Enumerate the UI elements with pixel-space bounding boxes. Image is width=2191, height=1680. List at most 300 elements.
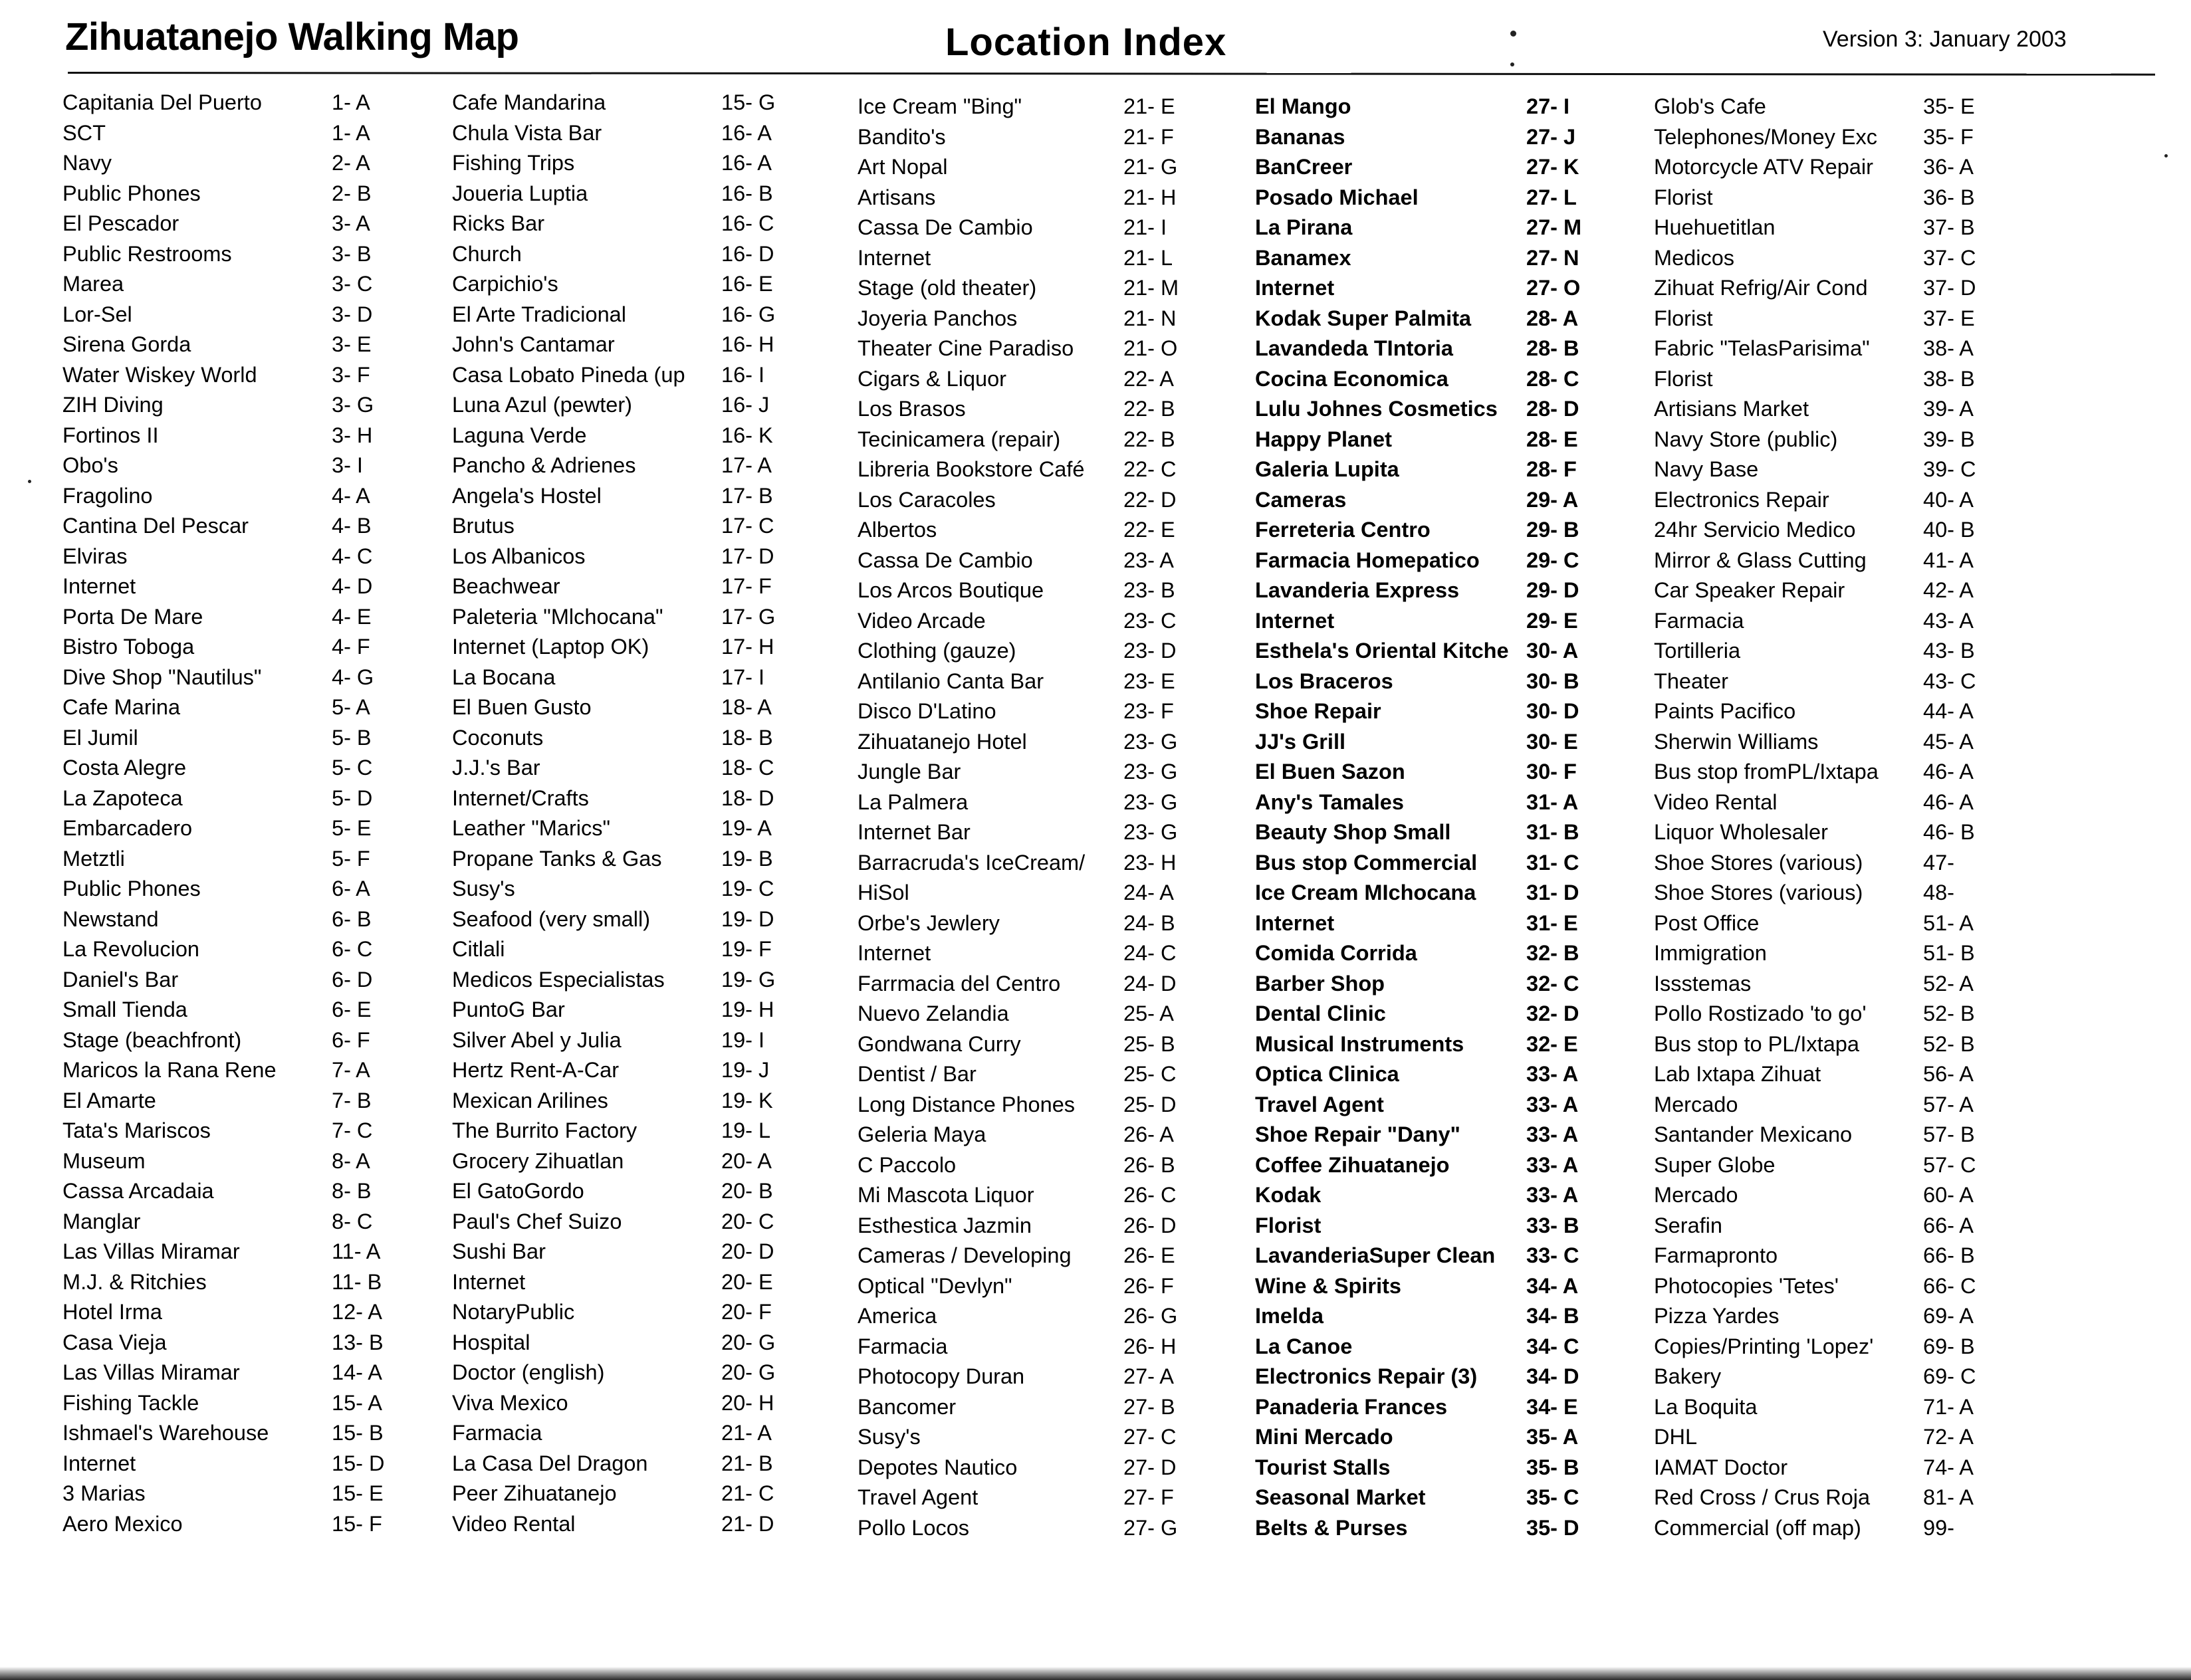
index-entry [452,904,851,935]
index-entry [452,1509,851,1540]
location-name: Ice Cream MIchocana [1255,881,1476,904]
location-name: Grocery Zihuatlan [452,1148,624,1173]
location-name: Internet [62,1451,136,1475]
index-entry [1654,92,2053,122]
location-name: Lor-Sel [62,302,132,326]
location-name: Internet (Laptop OK) [452,635,649,659]
index-entry [62,390,461,421]
index-entry [1654,576,2053,606]
index-entry [452,360,851,391]
grid-code: 27- A [1123,1364,1174,1388]
location-name: Shoe Stores (various) [1654,850,1863,875]
grid-code: 31- D [1526,881,1579,904]
grid-code: 36- A [1923,155,1974,179]
location-name: Mini Mercado [1255,1425,1393,1449]
grid-code: 6- A [332,877,370,900]
location-name: Panaderia Frances [1255,1394,1448,1419]
grid-code: 15- B [332,1421,384,1445]
index-entry [62,542,461,572]
grid-code: 15- A [332,1390,382,1415]
index-entry [452,1025,851,1056]
grid-code: 25- D [1123,1092,1177,1116]
grid-code: 16- I [721,362,765,387]
location-name: Video Rental [452,1511,576,1536]
grid-code: 4- E [332,604,372,629]
version-label: Version 3: January 2003 [1823,27,2067,52]
grid-code: 23- G [1123,820,1178,844]
index-entry [1255,122,1654,153]
index-entry [62,481,461,512]
grid-code: 43- B [1923,639,1975,663]
grid-code: 21- G [1123,155,1178,179]
grid-code: 21- M [1123,276,1179,300]
location-name: Public Phones [62,181,201,205]
index-entry [62,330,461,360]
location-name: Cameras / Developing [858,1243,1072,1267]
grid-code: 47- [1923,850,1954,875]
grid-code: 15- D [332,1451,385,1475]
grid-code: 27- L [1526,185,1577,209]
grid-code: 69- B [1923,1334,1975,1358]
index-entry [858,1271,1256,1302]
grid-code: 32- C [1526,971,1579,996]
grid-code: 19- A [721,816,772,840]
index-entry [1654,1453,2053,1483]
grid-code: 43- C [1923,669,1976,693]
index-entry [452,118,851,149]
location-name: El Amarte [62,1088,156,1112]
location-name: Tata's Mariscos [62,1118,211,1142]
location-name: Pizza Yardes [1654,1304,1780,1328]
grid-code: 3- B [332,241,372,266]
location-name: Internet/Crafts [452,786,589,810]
index-entry [858,1120,1256,1150]
location-name: SCT [62,120,106,145]
index-entry [1654,1211,2053,1241]
location-name: Obo's [62,453,118,477]
location-name: Chula Vista Bar [452,120,602,145]
index-entry [858,1513,1256,1544]
location-name: Belts & Purses [1255,1515,1408,1540]
location-name: Ricks Bar [452,211,545,235]
location-name: Bakery [1654,1364,1722,1388]
index-entry [858,273,1256,304]
grid-code: 6- E [332,998,372,1021]
location-name: Sirena Gorda [62,332,191,356]
location-name: Pancho & Adrienes [452,453,636,477]
grid-code: 39- C [1923,457,1976,481]
location-name: Florist [1255,1213,1322,1237]
location-name: Angela's Hostel [452,483,602,508]
index-entry [858,515,1256,546]
location-name: Electronics Repair [1654,487,1829,512]
index-subtitle: Location Index [945,21,1227,64]
grid-code: 45- A [1923,729,1974,754]
location-name: Commercial (off map) [1654,1515,1861,1540]
index-entry [452,269,851,300]
grid-code: 8- B [332,1179,372,1203]
location-name: Farmapronto [1654,1243,1778,1267]
index-entry [858,696,1256,727]
grid-code: 35- C [1526,1485,1579,1509]
index-entry [452,753,851,784]
grid-code: 16- E [721,272,773,296]
index-entry [452,1449,851,1479]
grid-code: 16- H [721,332,774,356]
index-entry [452,209,851,239]
index-entry [858,455,1256,485]
index-entry [62,663,461,693]
location-name: LavanderiaSuper Clean [1255,1243,1496,1267]
location-name: Small Tienda [62,998,187,1021]
index-entry [62,572,461,602]
grid-code: 3- H [332,423,373,447]
grid-code: 27- I [1526,94,1570,118]
grid-code: 6- C [332,937,373,961]
grid-code: 21- O [1123,336,1178,360]
grid-code: 19- K [721,1088,773,1112]
location-name: Internet [1255,910,1335,935]
grid-code: 33- A [1526,1152,1579,1177]
index-entry [1255,938,1654,969]
grid-code: 20- F [721,1300,772,1324]
location-name: Laguna Verde [452,423,587,447]
index-entry [1255,1513,1654,1544]
index-entry [1654,273,2053,304]
index-entry [1654,606,2053,637]
index-entry [452,1297,851,1328]
location-name: DHL [1654,1425,1698,1449]
index-entry [1255,1271,1654,1302]
index-entry [1654,394,2053,425]
location-name: Nuevo Zelandia [858,1001,1009,1025]
index-entry [1654,122,2053,153]
location-name: Las Villas Miramar [62,1239,240,1263]
location-name: Artisans [858,185,936,209]
index-entry [1255,878,1654,908]
grid-code: 5- B [332,725,372,750]
grid-code: 37- D [1923,276,1976,300]
location-name: Las Villas Miramar [62,1360,240,1384]
index-entry [1255,455,1654,485]
location-name: Farmacia Homepatico [1255,548,1480,572]
location-name: El Jumil [62,725,138,750]
index-entry [1654,213,2053,243]
index-entry [62,1207,461,1237]
grid-code: 35- A [1526,1425,1579,1449]
index-entry [62,1086,461,1116]
grid-code: 21- C [721,1481,774,1505]
index-entry [1654,878,2053,908]
index-entry [858,817,1256,848]
index-entry [858,394,1256,425]
grid-code: 41- A [1923,548,1974,572]
location-name: Glob's Cafe [1654,94,1766,118]
location-name: Theater [1654,669,1729,693]
location-name: Water Wiskey World [62,362,257,387]
index-entry [452,844,851,875]
grid-code: 66- C [1923,1273,1976,1298]
location-name: Maricos la Rana Rene [62,1058,277,1082]
location-name: Libreria Bookstore Café [858,457,1085,481]
grid-code: 22- B [1123,397,1175,421]
grid-code: 1- A [332,120,370,145]
location-name: Wine & Spirits [1255,1273,1402,1298]
index-entry [1654,1059,2053,1090]
index-entry [62,209,461,239]
index-entry [858,152,1256,183]
grid-code: 4- B [332,514,372,538]
index-entry [1654,455,2053,485]
index-entry [62,632,461,663]
location-name: Cigars & Liquor [858,366,1006,391]
grid-code: 30- D [1526,699,1579,723]
index-entry [1255,848,1654,879]
location-name: Cantina Del Pescar [62,514,249,538]
index-entry [858,636,1256,667]
index-entry [62,421,461,451]
index-entry [1255,243,1654,274]
grid-code: 27- J [1526,124,1576,149]
index-entry [1654,515,2053,546]
index-entry [452,1086,851,1116]
grid-code: 32- D [1526,1001,1579,1025]
grid-code: 19- H [721,998,774,1021]
index-entry [62,904,461,935]
grid-code: 44- A [1923,699,1974,723]
index-entry [1654,1180,2053,1211]
index-entry [1654,1029,2053,1060]
location-name: Tecinicamera (repair) [858,427,1061,451]
scan-edge-shadow [0,1667,2191,1680]
location-name: Cafe Mandarina [452,90,606,114]
index-entry [452,1267,851,1298]
location-name: John's Cantamar [452,332,615,356]
index-entry [62,1479,461,1509]
grid-code: 16- B [721,181,773,205]
grid-code: 30- A [1526,639,1579,663]
location-name: Internet [62,574,136,598]
index-entry [1255,304,1654,334]
index-entry [858,243,1256,274]
location-name: Stage (old theater) [858,276,1037,300]
index-entry [452,1418,851,1449]
grid-code: 21- D [721,1511,774,1536]
grid-code: 21- A [721,1421,772,1445]
grid-code: 21- F [1123,124,1174,149]
index-entry [858,1029,1256,1060]
location-name: Issstemas [1654,971,1752,996]
location-name: La Canoe [1255,1334,1353,1358]
index-entry [452,965,851,996]
index-entry [1255,1332,1654,1362]
grid-code: 19- B [721,846,773,871]
location-name: Barracruda's IceCream/ [858,850,1086,875]
location-name: Los Arcos Boutique [858,578,1044,602]
grid-code: 99- [1923,1515,1954,1540]
location-name: Joueria Luptia [452,181,588,205]
index-entry [1255,999,1654,1029]
grid-code: 52- A [1923,971,1974,996]
location-name: Geleria Maya [858,1122,986,1146]
grid-code: 33- A [1526,1183,1579,1207]
grid-code: 8- A [332,1148,370,1173]
index-entry [62,1297,461,1328]
location-name: Ishmael's Warehouse [62,1421,269,1445]
index-entry [452,1328,851,1358]
grid-code: 17- G [721,604,776,629]
index-entry [452,330,851,360]
grid-code: 34- A [1526,1273,1579,1298]
grid-code: 37- B [1923,215,1975,239]
grid-code: 72- A [1923,1425,1974,1449]
index-entry [1654,908,2053,939]
grid-code: 27- M [1526,215,1582,239]
grid-code: 19- J [721,1058,770,1082]
index-column-3 [858,92,1256,1543]
index-entry [452,88,851,118]
location-name: Cafe Marina [62,695,181,719]
index-entry [1654,636,2053,667]
index-entry [1654,1513,2053,1544]
index-entry [858,788,1256,818]
grid-code: 19- G [721,967,776,992]
grid-code: 20- H [721,1390,774,1415]
location-name: Art Nopal [858,155,948,179]
location-name: Costa Alegre [62,756,187,780]
location-name: Coconuts [452,725,544,750]
index-entry [62,844,461,875]
location-name: Medicos [1654,245,1735,270]
location-name: Mi Mascota Liquor [858,1183,1034,1207]
grid-code: 17- A [721,453,772,477]
index-entry [858,364,1256,395]
index-entry [858,122,1256,153]
index-entry [1654,1332,2053,1362]
index-entry [62,1509,461,1540]
index-entry [452,511,851,542]
location-name: Clothing (gauze) [858,639,1016,663]
location-name: Lavanderia Express [1255,578,1460,602]
index-entry [452,1237,851,1267]
index-entry [62,239,461,270]
grid-code: 33- A [1526,1092,1579,1116]
grid-code: 32- B [1526,941,1579,965]
index-entry [452,934,851,965]
grid-code: 35- D [1526,1515,1579,1540]
grid-code: 33- B [1526,1213,1579,1237]
location-name: Theater Cine Paradiso [858,336,1074,360]
index-column-1 [62,88,461,1539]
location-name: IAMAT Doctor [1654,1455,1788,1479]
location-name: Sherwin Williams [1654,729,1819,754]
location-name: Disco D'Latino [858,699,996,723]
location-name: Peer Zihuatanejo [452,1481,617,1505]
grid-code: 23- E [1123,669,1175,693]
location-name: Casa Lobato Pineda (up [452,362,685,387]
grid-code: 27- F [1123,1485,1174,1509]
index-entry [452,390,851,421]
grid-code: 71- A [1923,1394,1974,1419]
grid-code: 52- B [1923,1031,1975,1056]
grid-code: 24- A [1123,881,1174,904]
location-name: Los Braceros [1255,669,1393,693]
location-name: El Mango [1255,94,1351,118]
location-name: Newstand [62,906,159,931]
location-name: Susy's [452,877,515,900]
grid-code: 40- A [1923,487,1974,512]
grid-code: 23- H [1123,850,1177,875]
grid-code: 27- K [1526,155,1579,179]
index-entry [62,1116,461,1146]
location-name: PuntoG Bar [452,998,565,1021]
grid-code: 26- D [1123,1213,1177,1237]
location-name: Viva Mexico [452,1390,568,1415]
grid-code: 21- H [1123,185,1177,209]
grid-code: 15- F [332,1511,382,1536]
index-entry [858,908,1256,939]
location-name: Internet [858,245,931,270]
location-name: Travel Agent [1255,1092,1384,1116]
location-name: Hertz Rent-A-Car [452,1058,620,1082]
index-entry [1255,1120,1654,1150]
index-entry [1654,1483,2053,1513]
location-name: Los Caracoles [858,487,996,512]
grid-code: 66- B [1923,1243,1975,1267]
grid-code: 66- A [1923,1213,1974,1237]
grid-code: 3- C [332,272,373,296]
grid-code: 29- E [1526,608,1578,633]
grid-code: 34- C [1526,1334,1579,1358]
grid-code: 31- E [1526,910,1578,935]
location-name: El GatoGordo [452,1179,584,1203]
index-entry [452,1176,851,1207]
grid-code: 3- D [332,302,373,326]
index-entry [62,179,461,209]
location-name: Beauty Shop Small [1255,820,1451,844]
index-entry [858,1090,1256,1120]
location-name: Ice Cream "Bing" [858,94,1022,118]
grid-code: 30- B [1526,669,1579,693]
location-name: Internet Bar [858,820,971,844]
location-name: J.J.'s Bar [452,756,540,780]
location-name: Navy Base [1654,457,1759,481]
location-name: Fishing Trips [452,151,575,175]
location-name: Paleteria "Mlchocana" [452,604,663,629]
index-entry [1255,1422,1654,1453]
grid-code: 57- C [1923,1152,1976,1177]
location-name: Posado Michael [1255,185,1419,209]
index-entry [452,1479,851,1509]
index-entry [1255,696,1654,727]
location-name: Los Brasos [858,397,966,421]
index-entry [452,481,851,512]
grid-code: 23- C [1123,608,1177,633]
location-name: Mercado [1654,1183,1738,1207]
index-entry [62,1449,461,1479]
location-name: Shoe Repair [1255,699,1381,723]
location-name: Aero Mexico [62,1511,183,1536]
location-name: Leather "Marics" [452,816,611,840]
index-entry [1654,1241,2053,1271]
location-name: Bananas [1255,124,1345,149]
location-name: Car Speaker Repair [1654,578,1845,602]
location-name: Daniel's Bar [62,967,179,992]
index-entry [1255,1241,1654,1271]
location-name: Joyeria Panchos [858,306,1018,330]
location-name: Florist [1654,185,1713,209]
location-name: Seasonal Market [1255,1485,1426,1509]
